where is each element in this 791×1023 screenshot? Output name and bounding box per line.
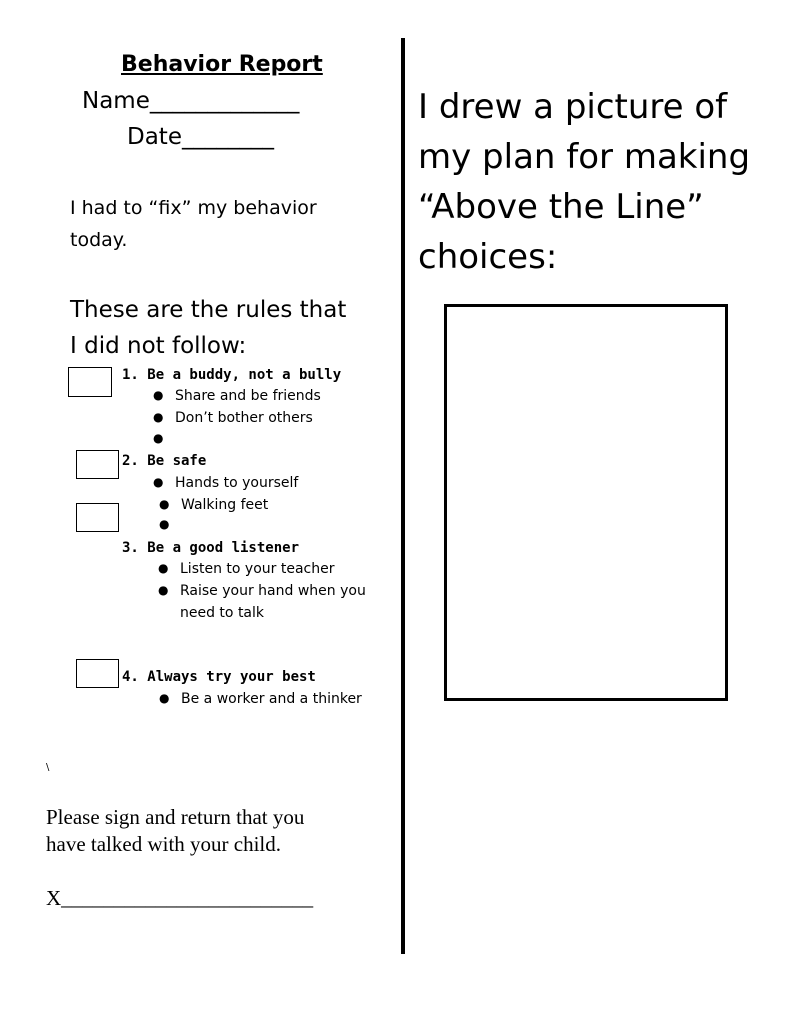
rule-1-heading: 1. Be a buddy, not a bully <box>122 367 342 383</box>
drawing-prompt-line1: I drew a picture of <box>418 87 728 127</box>
rule-2-checkbox[interactable] <box>76 450 119 479</box>
drawing-box[interactable] <box>444 304 728 701</box>
sign-text-line1: Please sign and return that you <box>46 805 305 829</box>
rule-1-bullet-1: ● Share and be friends <box>153 388 321 404</box>
date-field[interactable]: Date________ <box>127 124 274 150</box>
column-divider <box>401 38 405 954</box>
extra-checkbox[interactable] <box>76 503 119 532</box>
drawing-prompt-line2: my plan for making <box>418 137 751 177</box>
sign-text-line2: have talked with your child. <box>46 832 282 856</box>
rule-4-checkbox[interactable] <box>76 659 119 688</box>
rule-4-bullet-1: ● Be a worker and a thinker <box>159 691 362 707</box>
signature-line[interactable]: X________________________ <box>46 886 314 910</box>
rule-4-heading: 4. Always try your best <box>122 669 316 685</box>
rules-intro-line2: I did not follow: <box>70 333 247 359</box>
stray-backslash: \ <box>46 762 50 773</box>
rule-2-heading: 2. Be safe <box>122 453 207 469</box>
rule-3-heading: 3. Be a good listener <box>122 540 300 556</box>
rules-intro-line1: These are the rules that <box>70 297 347 323</box>
report-title: Behavior Report <box>121 52 323 77</box>
fix-text-line1: I had to “fix” my behavior <box>70 197 317 219</box>
rule-1-bullet-2: ● Don’t bother others <box>153 410 313 426</box>
drawing-prompt <box>418 82 750 282</box>
rule-2-bullet-1: ● Hands to yourself <box>153 475 299 491</box>
rule-3-bullet-1: ● Listen to your teacher <box>158 561 335 577</box>
rule-3-bullet-2: ● Raise your hand when you <box>158 583 366 599</box>
fix-text-line2: today. <box>70 229 128 251</box>
rule-2-bullet-2: ● Walking feet <box>159 497 269 513</box>
drawing-prompt-line4: choices: <box>418 237 558 277</box>
drawing-prompt-line3: “Above the Line” <box>418 187 704 227</box>
rule-1-checkbox[interactable] <box>68 367 112 397</box>
rule-3-bullet-2-cont: need to talk <box>180 605 265 621</box>
name-field[interactable]: Name_____________ <box>82 88 300 114</box>
